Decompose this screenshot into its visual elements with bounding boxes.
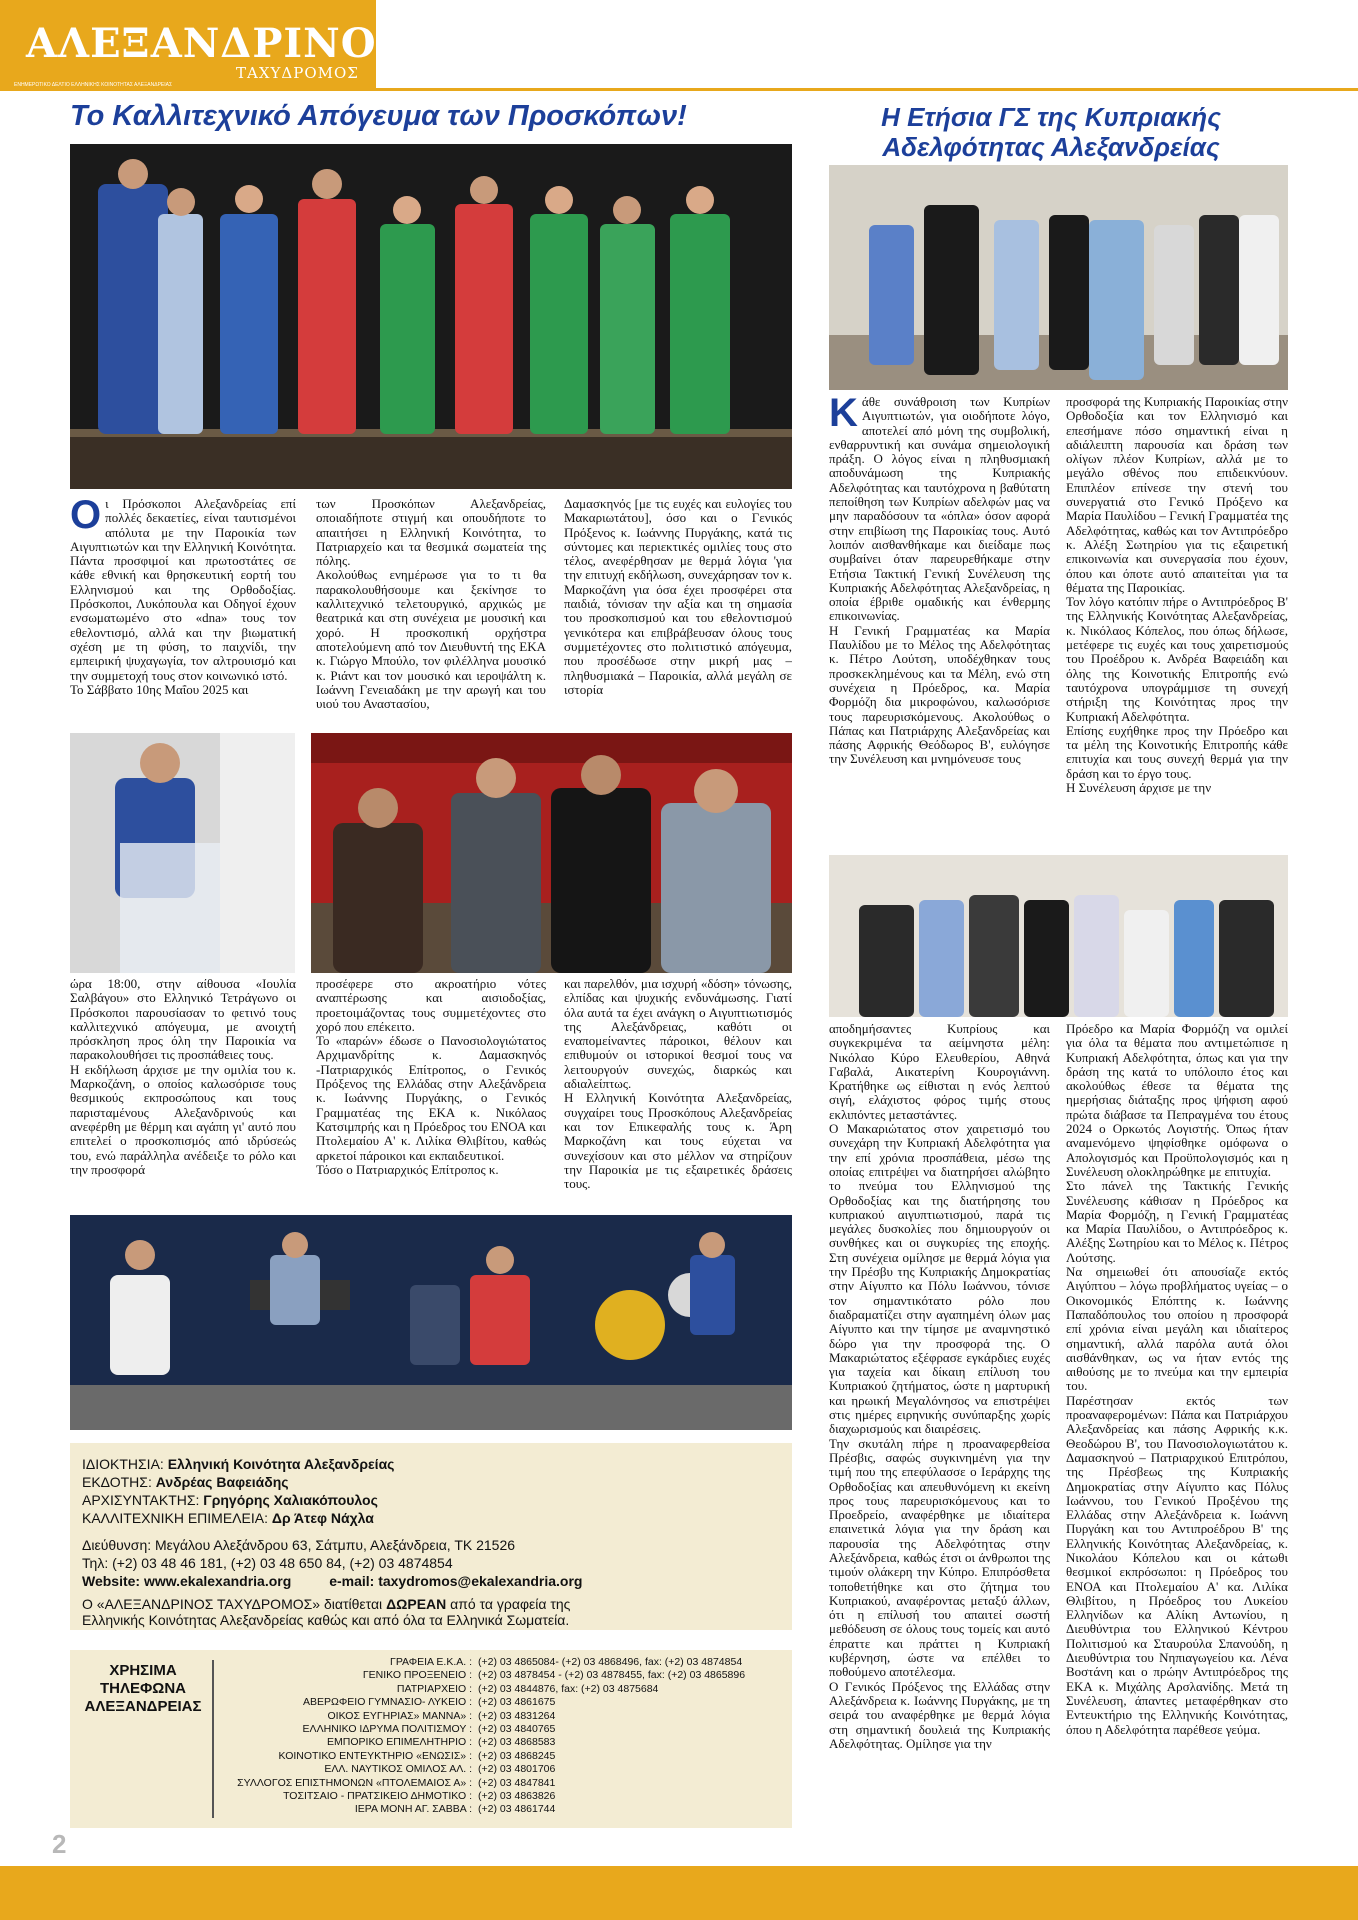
right-colB-para5: Πρόεδρο κα Μαρία Φορμόζη να ομιλεί για όλα τα θέματα που αντιμετώπισε η Κυπριακή Αδελφότητα, όπως και για την δράση της κατά το υπόλοιπο έτος και ακολούθως έθεσε τα θέματα της ημερήσιας διάταξης προς ψήφιση αφού πρώτα διάβασε τα Πεπραγμένα του έτους 2024 ο Ορκωτός Λογιστής. Όπως ήταν αναμενόμενο ψηφίσθηκε ομόφωνα ο Απολογισμός και Προϋπολογισμός και η Συνέλευση ολοκληρώθηκε με επιτυχία. xyxy=(1066,1022,1288,1179)
header-rule xyxy=(0,88,1358,91)
scouts-band-photo xyxy=(70,1215,792,1430)
phone-entry-name: ΓΕΝΙΚΟ ΠΡΟΞΕΝΕΙΟ : xyxy=(362,1669,472,1682)
phone-row xyxy=(220,1777,788,1790)
phone-entry-name: ΤΟΣΙΤΣΑΙΟ - ΠΡΑΤΣΙΚΕΙΟ ΔΗΜΟΤΙΚΟ : xyxy=(283,1790,472,1803)
address-line: Διεύθυνση: Μεγάλου Αλεξάνδρου 63, Σάτμπυ, Αλεξάνδρεια, ΤΚ 21526 xyxy=(82,1537,516,1553)
cypriot-members-photo xyxy=(829,855,1288,1017)
left-article-col1-top xyxy=(70,497,296,727)
phone-entry-number: (+2) 03 4801706 xyxy=(478,1763,556,1776)
right-article-colB-top xyxy=(1066,395,1288,850)
website-link[interactable]: Website: www.ekalexandria.org xyxy=(82,1573,292,1589)
free-distribution-line1: Ο «ΑΛΕΞΑΝΔΡΙΝΟΣ ΤΑΧΥΔΡΟΜΟΣ» διατίθεται ΔΩΡΕΑΝ από τα γραφεία της xyxy=(82,1596,571,1612)
useful-phones-box xyxy=(70,1650,792,1828)
right-dropcap: Κ xyxy=(829,395,858,435)
editor-line: ΑΡΧΙΣΥΝΤΑΚΤΗΣ: Γρηγόρης Χαλιακόπουλος xyxy=(82,1492,378,1508)
phone-row xyxy=(220,1736,788,1749)
free-distribution-line2: Ελληνικής Κοινότητας Αλεξανδρείας καθώς και από όλα τα Ελληνικά Σωματεία. xyxy=(82,1612,570,1628)
masthead-title: ΑΛΕΞΑΝΔΡΙΝΟΣ xyxy=(26,20,406,67)
left-col2-para2: Ακολούθως ενημέρωσε για το τι θα παρακολουθήσουμε και ξεκίνησε το καλλιτεχνικό τελετουργικό, αρχικώς με θεατρικά και στη συνέχεια με μουσική και χορό. Η προσκοπική ορχήστρα αποτελούμενη από τον Διευθυντή της ΕΚΑ κ. Γιώργο Μπούλο, τον φιλέλληνα μουσικό κ. Ριάντ και τον μουσικό και ιεροψάλτη κ. Ιωάννη Γενειαδάκη με την αρωγή και του υιού του Αναστασίου, xyxy=(316,567,546,712)
left-col2-para4: Το «παρών» έδωσε ο Πανοσιολογιώτατος Αρχιμανδρίτης κ. Δαμασκηνός -Πατριαρχικός Επίτροπος, ο Γενικός Πρόξενος της Ελλάδας στην Αλεξάνδρεια κ. Ιωάννης Πυργάκης, ο Γενικός Γραμματέας της ΕΚΑ κ. Νικόλαος Κατσιμπρής και η Πρόεδρος του ΕΝΟΑ και Πτολεμαίου Α' κ. Λιλίκα Θλιβίτου, καθώς αρκετοί πάροικοι και εκπαιδευτικοί. xyxy=(316,1033,546,1163)
phone-entry-name: ΟΙΚΟΣ ΕΥΓΗΡΙΑΣ» ΜΑΝΝΑ» : xyxy=(327,1709,472,1722)
useful-phones-list xyxy=(220,1656,788,1817)
phone-row xyxy=(220,1656,788,1669)
publisher-line: ΕΚΔΟΤΗΣ: Ανδρέας Βαφειάδης xyxy=(82,1474,289,1490)
left-article-col2-top xyxy=(316,497,546,727)
phone-entry-number: (+2) 03 4861675 xyxy=(478,1696,556,1709)
left-col2-para5: Τόσο ο Πατριαρχικός Επίτροπος κ. xyxy=(316,1161,499,1177)
right-colB-para8: Παρέστησαν εκτός των προαναφερομένων: Πάπα και Πατριάρχου Αλεξανδρείας και πάσης Αφρικής κ.κ. Θεοδώρου Β', του Πανοσιολογιωτάτου κ. Δαμασκηνού – Πατριαρχικού Επιτρόπου, της Πρέσβεως της Κυπριακής Δημοκρατίας στην Αίγυπτο κας Πόλυς Ιωάννου, του Γενικού Προξένου της Ελλάδας στην Αλεξάνδρεια κ. Ιωάννη Πυργάκη και του Αντιπροέδρου Β' της Ελληνικής Κοινότητας Αλεξανδρείας, κ. Νικολάου Κόπελου και οι κάτωθι θεσμικοί εκπρόσωποι: η Πρόεδρος του ΕΝΟΑ και Πτολεμαίου Α' κα. Λιλίκα Θλιβίτου, η Πρόεδρος του Λυκείου Ελληνίδων κα Αλίκη Αντωνίου, η Διευθύντρια του Ελληνικού Κέντρου Πολιτισμού κα Σταυρούλα Σπανούδη, η Διευθύντρια του Νηπιαγωγείου κα. Λένα Βοστάνη και ο πρώην Αντιπρόεδρος της ΕΚΑ κ. Μιχάλης Αρσλανίδης. Μετά τη Συνέλευση, άπαντες μεταφέρθηκαν στο Εντευκτήριο της Ελληνικής Κοινότητας, όπου η Αδελφότητα παρέθεσε γεύμα. xyxy=(1066,1392,1288,1737)
phone-row xyxy=(220,1683,788,1696)
page-number: 2 xyxy=(52,1829,67,1859)
right-colA-para5: Την σκυτάλη πήρε η προαναφερθείσα Πρέσβις, σαφώς συγκινημένη για την τιμή που της επεφύλασσε ο Ιεράρχης της Ορθοδοξίας και απευθυνόμενη κι εκείνη προς τους παρευρισκόμενους και το Προεδρείο, αναφέρθηκε με ιδιαίτερα επαινετικά λόγια για την δράση και παρουσία της Αδελφότητας στην Αλεξάνδρεια, καθώς έτσι οι άνθρωποι της τιμούν ολάκερη την Κύπρο. Επιπρόσθετα τοποθετήθηκε και στο ζήτημα του Κυπριακού, αναφέροντας μεταξύ άλλων, ότι η επίλυσή του απαιτεί σωστή μεθόδευση σε όλους τους τομείς και αυτό έπραττε και πράττει η Κυπριακή κυβέρνηση, ώστε να επέλθει το ποθούμενο αποτέλεσμα. xyxy=(829,1435,1050,1680)
phone-entry-name: ΙΕΡΑ ΜΟΝΗ ΑΓ. ΣΑΒΒΑ : xyxy=(354,1803,472,1816)
cypriot-group-photo xyxy=(829,165,1288,390)
phone-row xyxy=(220,1763,788,1776)
phone-entry-name: ΑΒΕΡΩΦΕΙΟ ΓΥΜΝΑΣΙΟ- ΛΥΚΕΙΟ : xyxy=(303,1696,472,1709)
phone-entry-number: (+2) 03 4878454 - (+2) 03 4878455, fax: (+2) 03 4865896 xyxy=(478,1669,746,1682)
useful-phones-divider xyxy=(212,1660,214,1818)
phone-entry-number: (+2) 03 4863826 xyxy=(478,1790,556,1803)
right-colA-para2: Η Γενική Γραμματέας κα Μαρία Παυλίδου με το Μέλος της Αδελφότητας κ. Πέτρο Λούτση, υποδέχθηκαν τους προσκεκλημένους και τα Μέλη, ενώ στη συνέχεια η Πρόεδρος, κα. Μαρία Φορμόζη δια μικροφώνου, καλωσόρισε τους παρευρισκόμενους. Ακολούθως ο Πάπας και Πατριάρχης Αλεξανδρείας και πάσης Αφρικής Θεόδωρος Β', ευλόγησε την Συνέλευση και μνημόνευσε τους xyxy=(829,622,1050,767)
left-col2-para3: προσέφερε στο ακροατήριο νότες αναπτέρωσης και αισιοδοξίας, προετοιμάζοντας τους συμμετέχοντες στο χορό που επέκειτο. xyxy=(316,977,546,1034)
publication-info-box xyxy=(70,1443,792,1630)
phone-entry-name: ΓΡΑΦΕΙΑ Ε.Κ.Α. : xyxy=(390,1656,472,1668)
dignitaries-photo xyxy=(311,733,792,973)
email-link[interactable]: e-mail: taxydromos@ekalexandria.org xyxy=(329,1573,583,1589)
phone-row xyxy=(220,1790,788,1803)
phone-entry-name: ΕΛΛΗΝΙΚΟ ΙΔΡΥΜΑ ΠΟΛΙΤΙΣΜΟΥ : xyxy=(302,1723,472,1736)
right-article-colA-bottom xyxy=(829,1022,1050,1830)
left-article-col1-mid xyxy=(70,977,296,1209)
left-col2-para1: των Προσκόπων Αλεξανδρείας, οποιαδήποτε στιγμή και οπουδήποτε το απαιτήσει η Ελληνική Κοινότητα, το Πατριαρχείο και τα θεσμικά σωματεία της πόλης. xyxy=(316,497,546,569)
left-col1-para2: Το Σάββατο 10ης Μαΐου 2025 και xyxy=(70,681,249,697)
left-col1-para3: ώρα 18:00, στην αίθουσα «Ιουλία Σαλβάγου» στο Ελληνικό Τετράγωνο οι Πρόσκοποι παρουσίασαν το φετινό τους καλλιτεχνικό απόγευμα, με ανοιχτή πρόσκληση προς όλη την Παροικία να παρακολουθήσει τις προσπάθειες τους. xyxy=(70,977,296,1063)
left-col3-para2: και παρελθόν, μια ισχυρή «δόση» τόνωσης, ελπίδας και ψυχικής ενδυνάμωσης. Γιατί όλα αυτά τα έχει ανάγκη ο Αιγυπτιωτισμός της Αλεξάνδρειας, καθότι οι εναπομείναντες πάροικοι, θέλουν και επιθυμούν οι ιστορικοί θεσμοί τους να λειτουργούν συνεχώς, διαρκώς και αδιαλείπτως. xyxy=(564,977,792,1092)
right-colA-para1: άθε συνάθροιση των Κυπρίων Αιγυπτιωτών, για οιοδήποτε λόγο, αποτελεί από μόνη της συμβολική, ενθαρρυντική και συνάμα σημειολογική πράξη. Ο λόγος είναι η πληθυσμιακή αποδυνάμωση της Κυπριακής Αδελφότητας και ταυτόχρονα η βαθύτατη πεποίθηση των Κυπρίων αδελφών μας να μην παραδόσουν τα «όπλα» όσον αφορά στην επιβίωση της Παροικίας τους. Αυτό λοιπόν αισθανθήκαμε και διείδαμε πως συμβαίνει όταν παρευρεθήκαμε στην Ετήσια Τακτική Γενική Συνέλευση της Κυπριακής Αδελφότητας Αλεξανδρείας, η οποία έβριθε ομαδικής και ένθερμης επικοινωνίας. xyxy=(829,395,1050,624)
masthead-tagline: ΕΝΗΜΕΡΩΤΙΚΟ ΔΕΛΤΙΟ ΕΛΛΗΝΙΚΗΣ ΚΟΙΝΟΤΗΤΑΣ ΑΛΕΞΑΝΔΡΕΙΑΣ xyxy=(14,82,173,88)
phone-entry-number: (+2) 03 4847841 xyxy=(478,1776,556,1789)
phone-entry-number: (+2) 03 4868245 xyxy=(478,1749,556,1762)
phone-entry-number: (+2) 03 4865084- (+2) 03 4868496, fax: (+2) 03 4874854 xyxy=(478,1656,743,1668)
right-article-colB-bottom xyxy=(1066,1022,1288,1830)
left-dropcap: Ο xyxy=(70,497,102,537)
right-colB-para4: Η Συνέλευση άρχισε με την xyxy=(1066,780,1212,796)
phone-entry-name: ΕΛΛ. ΝΑΥΤΙΚΟΣ ΟΜΙΛΟΣ ΑΛ. : xyxy=(324,1763,472,1776)
left-article-col3-mid xyxy=(564,977,792,1209)
left-headline: Το Καλλιτεχνικό Απόγευμα των Προσκόπων! xyxy=(70,100,687,132)
masthead-subtitle: ΤΑΧΥΔΡΟΜΟΣ xyxy=(236,64,359,82)
phone-row xyxy=(220,1669,788,1682)
phone-entry-number: (+2) 03 4840765 xyxy=(478,1723,556,1736)
right-headline: Η Ετήσια ΓΣ της Κυπριακής Αδελφότητας Αλεξανδρείας xyxy=(881,102,1221,162)
scout-leader-podium-photo xyxy=(70,733,295,973)
phone-row xyxy=(220,1750,788,1763)
left-article-col2-mid xyxy=(316,977,546,1209)
right-colB-para1: προσφορά της Κυπριακής Παροικίας στην Ορθοδοξία και τον Ελληνισμό και επεσήμανε πόσο σημαντική είναι η αδιάλειπτη παρουσία και δράση των ολίγων πλέον Κυπρίων, αλλά με το μεγάλο σθένος που επιδεικνύουν. Επιπλέον επίνεσε την στενή του συνεργατιά στο Γενικό Πρόξενο κα Μαρία Παυλίδου – Γενική Γραμματέα της Αδελφότητας, καθώς και τον Αντιπρόεδρο κ. Αλέξη Σωτηρίου για τις εξαιρετική επικοινωνία και συνεργασία που έχουν, όπου και όποτε αυτό απαιτείται για τα θέματα της Παροικίας. xyxy=(1066,395,1288,595)
phone-entry-name: ΕΜΠΟΡΙΚΟ ΕΠΙΜΕΛΗΤΗΡΙΟ : xyxy=(327,1736,472,1749)
art-direction-line: ΚΑΛΛΙΤΕΧΝΙΚΗ ΕΠΙΜΕΛΕΙΑ: Δρ Άτεφ Νάχλα xyxy=(82,1510,374,1526)
phone-entry-name: ΣΥΛΛΟΓΟΣ ΕΠΙΣΤΗΜΟΝΩΝ «ΠΤΟΛΕΜΑΙΟΣ Α» : xyxy=(237,1776,472,1789)
left-col3-para3: Η Ελληνική Κοινότητα Αλεξανδρείας, συγχαίρει τους Προσκόπους Αλεξανδρείας και τον Επικεφαλής τους κ. Άρη Μαρκοζάνη και τους εύχεται να συνεχίσουν και στο μέλλον να στηρίζουν την Παροικία με τις εξαιρετικές δράσεις τους. xyxy=(564,1090,792,1192)
right-colB-para6: Στο πάνελ της Τακτικής Γενικής Συνέλευσης κάθισαν η Πρόεδρος κα Μαρία Φορμόζη, η Γενική Γραμματέας κα Μαρία Παυλίδου, ο Αντιπρόεδρος κ. Αλέξης Σωτηρίου και το Μέλος κ. Πέτρος Λούτσης. xyxy=(1066,1178,1288,1265)
left-col3-para1: Δαμασκηνός [με τις ευχές και ευλογίες του Μακαριωτάτου], όσο και ο Γενικός Πρόξενος κ. Ιωάννης Πυργάκης, κατά τις σύντομες και περιεκτικές ομιλίες τους στο τέλος, ανεφέρθησαν με θερμά λόγια 'για την επιτυχή εκδήλωση, συνεχάρησαν τον κ. Μαρκοζάνη για όσα έχει προσφέρει στα παιδιά, τόνισαν την αξία και τη σημασία του προσκοπισμού και του εθελοντισμού γενικότερα και επιβράβευσαν όλους τους συμμετέχοντες στο πολιτιστικό απόγευμα, που προσέδωσε στην μικρή μας – πληθυσμιακά – Παροικία, αλλά μεγάλη σε ιστορία xyxy=(564,497,792,697)
scouts-stage-photo xyxy=(70,144,792,489)
right-colA-para4: Ο Μακαριώτατος στον χαιρετισμό του συνεχάρη την Κυπριακή Αδελφότητα για την επί χρόνια προσπάθεια, μέσω της οποίας επιτρέψει να διατηρήσει αλώβητο το πνεύμα του Ελληνισμού της Ορθοδοξίας και της διατήρησης του κυπριακού αιγυπτιωτισμού, παρά τις μεγάλες δυσκολίες που δημιουργούν οι συνθήκες και οι συγκυρίες της εποχής. Στη συνέχεια ομίλησε με θερμά λόγια για την Πρέσβυ της Κυπριακής Δημοκρατίας στην Αίγυπτο κα Πόλυ Ιωάννου, τόνισε τον σημαντικότατο ρόλο που διαδραματίζει στην αγαπημένη όλων μας Αίγυπτο και την τίμησε με αναμνηστικό δώρο για την προσφορά της. Ο Μακαριώτατος εξέφρασε εγκάρδιες ευχές για ταχεία και δίκαιη επίλυση του Κυπριακού ζητήματος, ώστε η μαρτυρική και ηρωική Μεγαλόνησος να επιστρέψει στις ημέρες ειρηνικής συνύπαρξης χωρίς διαχωρισμούς και διαιρέσεις. xyxy=(829,1121,1050,1437)
right-colA-para3: αποδημήσαντες Κυπρίους και συγκεκριμένα τα αείμνηστα μέλη: Νικόλαο Κύρο Ελευθερίου, Αθηνά Γαβαλά, Αικατερίνη Κουρογιάννη. Κρατήθηκε ως είθισται η ενός λεπτού σιγή, ελάχιστος φόρος τιμής στους εκλιπόντες μεταστάντες. xyxy=(829,1022,1050,1122)
phone-row xyxy=(220,1723,788,1736)
left-col1-para4: Η εκδήλωση άρχισε με την ομιλία του κ. Μαρκοζάνη, ο οποίος καλωσόρισε τους θεσμικούς εκπροσώπους και τους παρισταμένους Αλεξανδρινούς και ανεφέρθη με θέρμη και αγάπη γι' αυτό που επιτελεί ο προσκοπισμός από ιδρύσεώς του, ενώ παράλληλα ανέδειξε το ρόλο και την προσφορά xyxy=(70,1061,296,1177)
right-colB-para7: Να σημειωθεί ότι απουσίαζε εκτός Αιγύπτου – λόγω προβλήματος υγείας – ο Οικονομικός Επόπτης κ. Ιωάννης Παπαδόπουλος του οποίου η προσφορά επί χρόνια είναι μεγάλη και ιδιαίτερος σημαντική, αλλά παρόλα αυτά όλοι αισθάνθηκαν, ως να ήταν εντός της αιθούσης με το πνεύμα και την εμπειρία του. xyxy=(1066,1264,1288,1394)
phone-row xyxy=(220,1696,788,1709)
phones-line: Τηλ: (+2) 03 48 46 181, (+2) 03 48 650 84, (+2) 03 4874854 xyxy=(82,1555,453,1571)
owner-line: ΙΔΙΟΚΤΗΣΙΑ: Ελληνική Κοινότητα Αλεξανδρείας xyxy=(82,1456,395,1472)
right-colA-para6: Ο Γενικός Πρόξενος της Ελλάδας στην Αλεξάνδρεια κ. Ιωάννης Πυργάκης, με τη σειρά του αναφέρθηκε με θερμά λόγια στη σημαντική δουλειά της Κυπριακής Αδελφότητας. Ομίλησε για την xyxy=(829,1678,1050,1751)
phone-row xyxy=(220,1803,788,1816)
right-colB-para3: Επίσης ευχήθηκε προς την Πρόεδρο και τα μέλη της Κοινοτικής Επιτροπής κάθε επιτυχία και τους συνεχή θερμά για την δράση και το έργο τους. xyxy=(1066,722,1288,781)
phone-entry-number: (+2) 03 4868583 xyxy=(478,1736,556,1749)
phone-entry-number: (+2) 03 4861744 xyxy=(478,1803,556,1816)
phone-entry-number: (+2) 03 4831264 xyxy=(478,1709,556,1722)
footer-bar xyxy=(0,1866,1358,1920)
right-article-colA-top xyxy=(829,395,1050,850)
website-email-line xyxy=(82,1572,583,1590)
phone-entry-number: (+2) 03 4844876, fax: (+2) 03 4875684 xyxy=(478,1682,659,1695)
phone-entry-name: ΚΟΙΝΟΤΙΚΟ ΕΝΤΕΥΚΤΗΡΙΟ «ΕΝΩΣΙΣ» : xyxy=(278,1749,472,1762)
right-colB-para2: Τον λόγο κατόπιν πήρε ο Αντιπρόεδρος Β' της Ελληνικής Κοινότητας Αλεξανδρείας, κ. Νικόλαος Κόπελος, που όπως δήλωσε, μετέφερε τις ευχές και τους χαιρετισμούς του Προέδρου κ. Ανδρέα Βαφειάδη και όλης της Κοινοτικής Επιτροπής ενώ ταυτόχρονα υπογράμμισε τη συνεχή στήριξη της Κοινότητας προς την Κυπριακή Αδελφότητα. xyxy=(1066,594,1288,724)
left-col1-para1: ι Πρόσκοποι Αλεξανδρείας επί πολλές δεκαετίες, είναι ταυτισμένοι απόλυτα με την Παροικία των Αιγυπτιωτών και την Ελληνική Κοινότητα. Πάντα προσφιμοί και πρωτοστάτες σε κάθε εθνική και θρησκευτική εορτή του Ελληνισμού και της Ορθοδοξίας. Πρόσκοποι, Λυκόπουλα και Οδηγοί έχουν ενσωματωμένο στο «dna» τους τον εθελοντισμό, αλλά και την βιωματική σχέση με τη φύση, το παιχνίδι, την εμπειρική ψυχαγωγία, τον αλτρουισμό και την συμμετοχή τους στον κοινωνικό ιστό. xyxy=(70,497,296,683)
phone-row xyxy=(220,1710,788,1723)
useful-phones-title: ΧΡΗΣΙΜΑ ΤΗΛΕΦΩΝΑ ΑΛΕΞΑΝΔΡΕΙΑΣ xyxy=(84,1662,202,1715)
left-article-col3-top xyxy=(564,497,792,727)
phone-entry-name: ΠΑΤΡΙΑΡΧΕΙΟ : xyxy=(396,1682,472,1695)
